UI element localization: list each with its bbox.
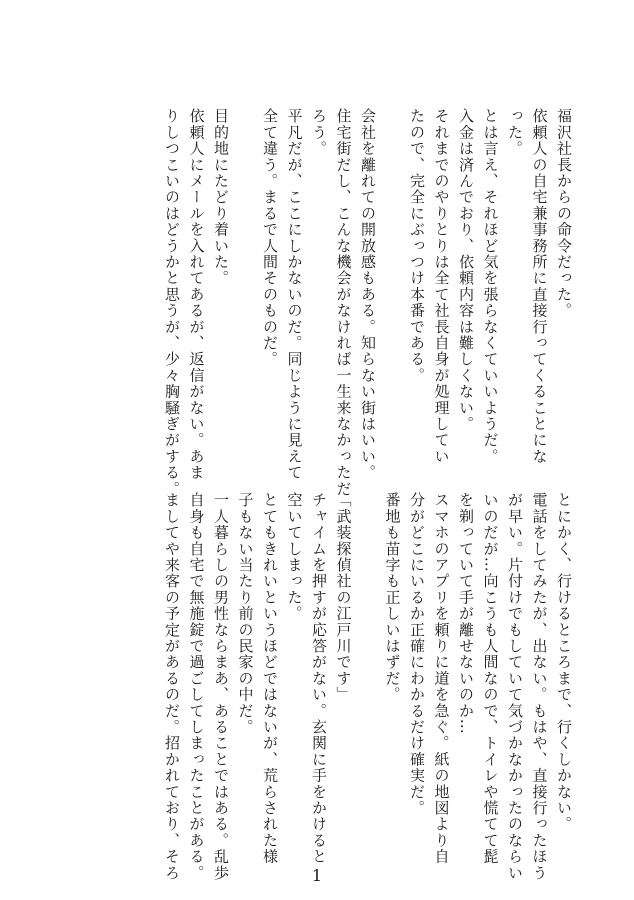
lower-text-line: 一人暮らしの男性ならまあ、あることではある。乱歩: [212, 492, 230, 881]
lower-text-line: 番地も苗字も正しいはずだ。: [383, 492, 402, 703]
upper-text-line: 入金は済んでおり、依頼内容は難しくない。: [457, 108, 475, 432]
lower-text-line: 子もない当たり前の民家の中だ。: [236, 492, 255, 735]
lower-text-line: いのだが…向こうも人間なので、トイレや慌てて髭: [481, 492, 500, 865]
upper-text-line: 依頼人にメールを入れてあるが、返信がない。あま: [187, 108, 206, 481]
lower-text-line: 空いてしまった。: [285, 492, 304, 622]
upper-text-line: ろう。: [310, 108, 328, 157]
lower-text-line: ましてや来客の予定があるのだ。招かれており、そろ: [163, 492, 181, 881]
upper-text-line: りしつこいのはどうかと思うが、少々胸騒ぎがする。: [163, 108, 181, 497]
lower-text-line: とてもきれいというほどではないが、荒らされた様: [261, 492, 279, 865]
lower-text-line: 分がどこにいるか正確にわかるだけ確実だ。: [408, 492, 426, 816]
upper-text-line: 会社を離れての開放感もある。知らない街はいい。: [359, 108, 377, 481]
upper-text-line: たので、完全にぶっつけ本番である。: [408, 108, 426, 384]
upper-text-line: それまでのやりとりは全て社長自身が処理してい: [432, 108, 451, 465]
page-number: 1: [311, 866, 323, 885]
upper-text-line: った。: [506, 108, 524, 157]
lower-text-line: スマホのアプリを頼りに道を急ぐ。紙の地図より自: [432, 492, 451, 865]
upper-text-line: とは言え、それほど気を張らなくていいようだ。: [481, 108, 500, 465]
lower-text-line: が早い。片付けでもしていて気づかなかったのならい: [506, 492, 524, 881]
lower-text-line: を剃っていて手が離せないのか…: [457, 492, 475, 735]
upper-text-line: 依頼人の自宅兼事務所に直接行ってくることにな: [530, 108, 549, 465]
lower-text-line: とにかく、行けるところまで、行くしかない。: [555, 492, 573, 833]
upper-text-line: 福沢社長からの命令だった。: [555, 108, 573, 319]
upper-text-line: 住宅街だし、こんな機会がなければ一生来なかっただ: [334, 108, 353, 497]
upper-text-line: 目的地にたどり着いた。: [212, 108, 230, 287]
upper-text-line: 全て違う。まるで人間そのものだ。: [261, 108, 279, 368]
lower-text-line: チャイムを押すが応答がない。玄関に手をかけると: [310, 492, 328, 865]
lower-text-line: 電話をしてみたが、出ない。もはや、直接行ったほう: [530, 492, 549, 881]
lower-text-line: 自身も自宅で無施錠で過ごしてしまったことがある。: [187, 492, 206, 881]
lower-text-line: 「武装探偵社の江戸川です」: [334, 492, 353, 703]
upper-text-line: 平凡だが、ここにしかないのだ。同じように見えて: [285, 108, 304, 481]
